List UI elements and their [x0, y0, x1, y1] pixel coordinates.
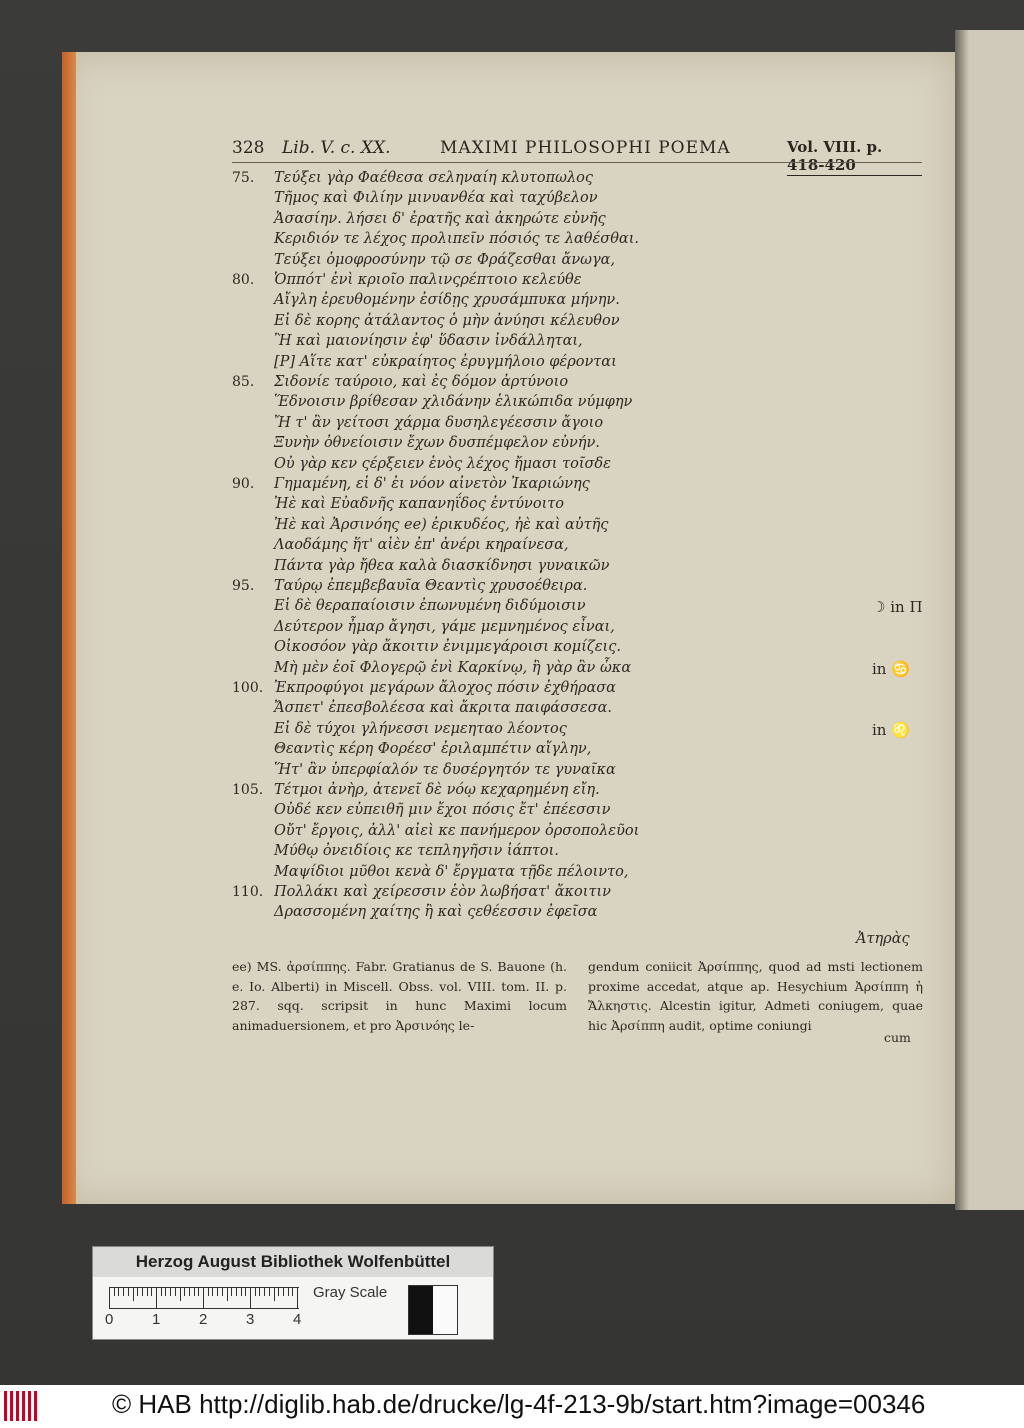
ruler-tick [133, 1288, 134, 1301]
verse-text: Ἠὲ καὶ Ἀρσινόης ee) ἐρικυδέος, ἠὲ καὶ αὐτῆς [274, 516, 609, 533]
ruler-tick [227, 1288, 228, 1301]
verse-text: Τέτμοι ἀνὴρ, ἀτενεῖ δὲ νόῳ κεχαρημένη εἴη. [274, 782, 600, 798]
verse-text: Εἰ δὲ θεραπαίοισιν ἐπωνυμένη διδύμοισιν [274, 598, 586, 615]
footnote-catchword: cum [884, 1030, 911, 1045]
ruler-tick [255, 1288, 256, 1296]
header-rule [232, 162, 922, 163]
verse-line [232, 496, 952, 518]
verse-line [232, 558, 952, 580]
verse-line [232, 598, 952, 620]
verse-text: Ἠὲ καὶ Εὐαδνῆς καπανηΐδος ἐντύνοιτο [274, 496, 565, 513]
verse-line [232, 415, 952, 437]
verse-line [232, 313, 952, 335]
ruler-tick [288, 1288, 289, 1296]
verse-line [232, 619, 952, 641]
verse-line [232, 578, 952, 600]
verse-text: Ξυνὴν ὀθνείοισιν ἔχων δυσπέμφελον εὐνήν. [274, 435, 600, 452]
verse-text: Οὔτ' ἔργοις, ἀλλ' αἰεὶ κε πανήμερον ὀρσοπολεῦοι [274, 822, 640, 839]
verse-text: Ἀσασίην. λήσει δ' ἐρατῆς καὶ ἀκηρώτε εὐνῆς [274, 210, 606, 227]
verse-text: Λαοδάμης ἥτ' αἰὲν ἐπ' ἀνέρι κηραίνεσα, [274, 537, 569, 554]
verse-line [232, 394, 952, 416]
ruler-number: 2 [199, 1311, 208, 1328]
verse-text: Πάντα γὰρ ἤθεα καλὰ διασκίδνησι γυναικῶν [274, 557, 610, 574]
page-title: MAXIMI PHILOSOPHI POEMA [440, 138, 731, 158]
verse-number: 90. [232, 476, 255, 492]
verse-line [232, 272, 952, 294]
verse-text: Ταύρῳ ἐπεμβεβαυῖα Θεαντὶς χρυσοέθειρα. [274, 578, 588, 594]
verse-line [232, 354, 952, 376]
verse-text: Τεύξει ὁμοφροσύνην τῷ σε Φράζεσθαι ἄνωγα, [274, 251, 616, 268]
verse-line [232, 537, 952, 559]
verse-text: Οὐ γὰρ κεν ςέρξειεν ἑνὸς λέχος ἤμασι τοῖσδε [274, 455, 611, 472]
ruler-tick [161, 1288, 162, 1296]
verse-number: 85. [232, 374, 255, 390]
verse-text: Αἴγλη ἐρευθομένην ἐσίδῃς χρυσάμπυκα μήνην. [274, 292, 620, 309]
ruler-tick [180, 1288, 181, 1301]
verse-text: Εἰ δὲ κορης ἀτάλαντος ὁ μὴν ἀνύησι κέλευθον [274, 312, 620, 329]
footnote-left-text: ee) MS. ἀρσίππης. Fabr. Gratianus de S. Bauone (h. e. Io. Alberti) in Miscell. Obss. vol. VIII. tom. II. p. 287. sqq. scripsit in hunc Maximi locum animaduersionem, et pro Ἀρσινόης le- [232, 959, 567, 1033]
verse-line [232, 231, 952, 253]
verse-number: 110. [232, 884, 264, 900]
footnote-left-column [232, 957, 567, 1035]
hab-logo-icon [4, 1391, 40, 1421]
verse-line [232, 864, 952, 886]
ruler-tick [123, 1288, 124, 1296]
verse-line [232, 802, 952, 824]
ruler-tick [184, 1288, 185, 1296]
ruler-tick [109, 1288, 110, 1308]
verse-text: Τεύξει γὰρ Φαέθεσα σεληναίη κλυτοπωλος [274, 170, 593, 186]
ruler-tick [278, 1288, 279, 1296]
verse-text: Ὁππότ' ἐνὶ κριοῖο παλινςρέπτοιο κελεύθε [274, 272, 582, 288]
footer-url: © HAB http://diglib.hab.de/drucke/lg-4f-213-9b/start.htm?image=00346 [112, 1389, 926, 1419]
verse-text: [P] Αἵτε κατ' εὐκραίητος ἐρυγμήλοιο φέρονται [274, 353, 617, 370]
ruler-tick [147, 1288, 148, 1296]
astrological-note: in ♌ [872, 720, 910, 739]
page-gutter-shadow [955, 30, 969, 1210]
verse-line [232, 700, 952, 722]
footnote-right-text: gendum coniicit Ἀρσίππης, quod ad msti lectionem proxime accedat, atque ap. Hesychium Ἀρσίππη ἡ Ἄλκηστις. Alcestin igitur, Admeti coniugem, quae hic Ἀρσίππη audit, optime coniungi [588, 959, 923, 1033]
ruler-tick [274, 1288, 275, 1301]
footer-bar [0, 1385, 1024, 1428]
ruler-tick [189, 1288, 190, 1296]
verse-number: 100. [232, 680, 264, 696]
verse-text: Θεαντὶς κέρη Φορέεσ' ἐριλαμπέτιν αἴγλην, [274, 741, 592, 758]
ruler-tick [114, 1288, 115, 1296]
ruler-tick [236, 1288, 237, 1296]
footnotes [232, 957, 923, 1033]
ruler-number: 1 [152, 1311, 161, 1328]
verse-text: Ἐκπροφύγοι μεγάρων ἄλοχος πόσιν ἐχθήρασα [274, 680, 616, 696]
verse-text: Ἕδνοισιν βρίθεσαν χλιδάνην ἑλικώπιδα νύμφην [274, 394, 633, 411]
verse-number: 80. [232, 272, 255, 288]
ruler-tick [212, 1288, 213, 1296]
ruler-tick [142, 1288, 143, 1296]
ruler-tick [198, 1288, 199, 1296]
ruler-tick [165, 1288, 166, 1296]
verse-text: Ἄσπετ' ἐπεσβολέεσα καὶ ἄκριτα παιφάσσεσα. [274, 700, 612, 717]
verse-text: Οἰκοσόον γὰρ ἄκοιτιν ἐνιμμεγάροισι κομίζεις. [274, 639, 621, 656]
ruler-number: 0 [105, 1311, 114, 1328]
catchword: Ἀτηρὰς [856, 931, 910, 947]
library-name: Herzog August Bibliothek Wolfenbüttel [93, 1247, 493, 1277]
verse-text: Μὴ μὲν ἐοῖ Φλογερῷ ἐνὶ Καρκίνῳ, ἢ γὰρ ἂν ὦκα [274, 659, 632, 676]
ruler-tick [170, 1288, 171, 1296]
verse-line [232, 456, 952, 478]
verse-block [232, 170, 952, 940]
ruler-tick [118, 1288, 119, 1296]
ruler-tick [264, 1288, 265, 1296]
verse-text: Πολλάκι καὶ χείρεσσιν ἑὸν λωβήσατ' ἄκοιτιν [274, 884, 611, 900]
verse-text: Μύθῳ ὀνειδίοις κε τεπληγῆσιν ἰάπτοι. [274, 843, 559, 860]
page-edge [62, 52, 76, 1204]
verse-line [232, 843, 952, 865]
verse-text: Οὐδέ κεν εὐπειθῆ μιν ἔχοι πόσις ἔτ' ἐπέεσσιν [274, 802, 611, 819]
verse-text: Μαψίδιοι μῦθοι κενὰ δ' ἔργματα τῇδε πέλοιντο, [274, 863, 629, 880]
ruler-tick [137, 1288, 138, 1296]
library-color-card [92, 1246, 494, 1340]
gray-scale-label: Gray Scale [313, 1284, 388, 1301]
ruler-tick [241, 1288, 242, 1296]
page-number: 328 [232, 138, 265, 158]
verse-text: Δεύτερον ἦμαρ ἄγησι, γάμε μεμνημένος εἶναι, [274, 618, 615, 635]
ruler-tick [203, 1288, 204, 1308]
verse-line [232, 680, 952, 702]
verse-text: Ἤ τ' ἂν γείτοσι χάρμα δυσηλεγέεσσιν ἄγοιο [274, 414, 604, 431]
verse-line [232, 211, 952, 233]
ruler-tick [297, 1288, 298, 1308]
verse-line [232, 660, 952, 682]
verse-line [232, 782, 952, 804]
ruler-number: 3 [246, 1311, 255, 1328]
verse-text: Ἥτ' ἂν ὑπερφίαλόν τε δυσέργητόν τε γυναῖκα [274, 761, 616, 778]
verse-text: Γημαμένη, εἰ δ' ἐι νόον αἰνετὸν Ἰκαριώνης [274, 476, 590, 492]
verse-line [232, 904, 952, 926]
astrological-note: in ♋ [872, 659, 910, 678]
verse-text: Κεριδιόν τε λέχος προλιπεῖν πόσιός τε λαθέσθαι. [274, 231, 640, 248]
volume-reference: Vol. VIII. p. 418-420 [787, 138, 922, 176]
ruler-tick [194, 1288, 195, 1296]
verse-text: Ἢ καὶ μαιονίησιν ἐφ' ὕδασιν ἰνδάλληται, [274, 333, 583, 350]
verse-line [232, 292, 952, 314]
ruler-tick [208, 1288, 209, 1296]
book-reference: Lib. V. c. XX. [282, 138, 391, 158]
verse-line [232, 435, 952, 457]
verse-text: Τῆμος καὶ Φιλίην μινυανθέα καὶ ταχύβελον [274, 190, 598, 207]
ruler-number: 4 [293, 1311, 302, 1328]
gray-scale-swatch [408, 1285, 458, 1335]
verse-line [232, 639, 952, 661]
verse-line [232, 476, 952, 498]
ruler-tick [283, 1288, 284, 1296]
ruler-tick [128, 1288, 129, 1296]
verse-text: Δρασσομένη χαίτης ἢ καὶ ςεθέεσσιν ἐφεῖσα [274, 904, 598, 921]
ruler-tick [245, 1288, 246, 1296]
ruler-tick [156, 1288, 157, 1308]
verse-line [232, 190, 952, 212]
verse-line [232, 333, 952, 355]
verse-line [232, 741, 952, 763]
ruler-numbers [105, 1311, 305, 1331]
verse-text: Σιδονίε ταύροιο, καὶ ἐς δόμον ἀρτύνοιο [274, 374, 569, 390]
verse-number: 95. [232, 578, 255, 594]
ruler-tick [222, 1288, 223, 1296]
verse-line [232, 884, 952, 906]
verse-line [232, 721, 952, 743]
verse-line [232, 823, 952, 845]
ruler-tick [231, 1288, 232, 1296]
verse-line [232, 762, 952, 784]
ruler-tick [292, 1288, 293, 1296]
verse-line [232, 374, 952, 396]
ruler-tick [259, 1288, 260, 1296]
scale-ruler [109, 1287, 299, 1309]
verse-number: 105. [232, 782, 264, 798]
astrological-note: ☽ in Π [872, 598, 923, 617]
verse-line [232, 252, 952, 274]
verse-number: 75. [232, 170, 255, 186]
ruler-tick [250, 1288, 251, 1308]
ruler-tick [269, 1288, 270, 1296]
verse-text: Εἰ δὲ τύχοι γλήνεσσι νεμεηταο λέοντος [274, 720, 567, 737]
ruler-tick [217, 1288, 218, 1296]
ruler-tick [151, 1288, 152, 1296]
verse-line [232, 517, 952, 539]
footnote-right-column [588, 957, 923, 1035]
verse-line [232, 170, 952, 192]
ruler-tick [175, 1288, 176, 1296]
